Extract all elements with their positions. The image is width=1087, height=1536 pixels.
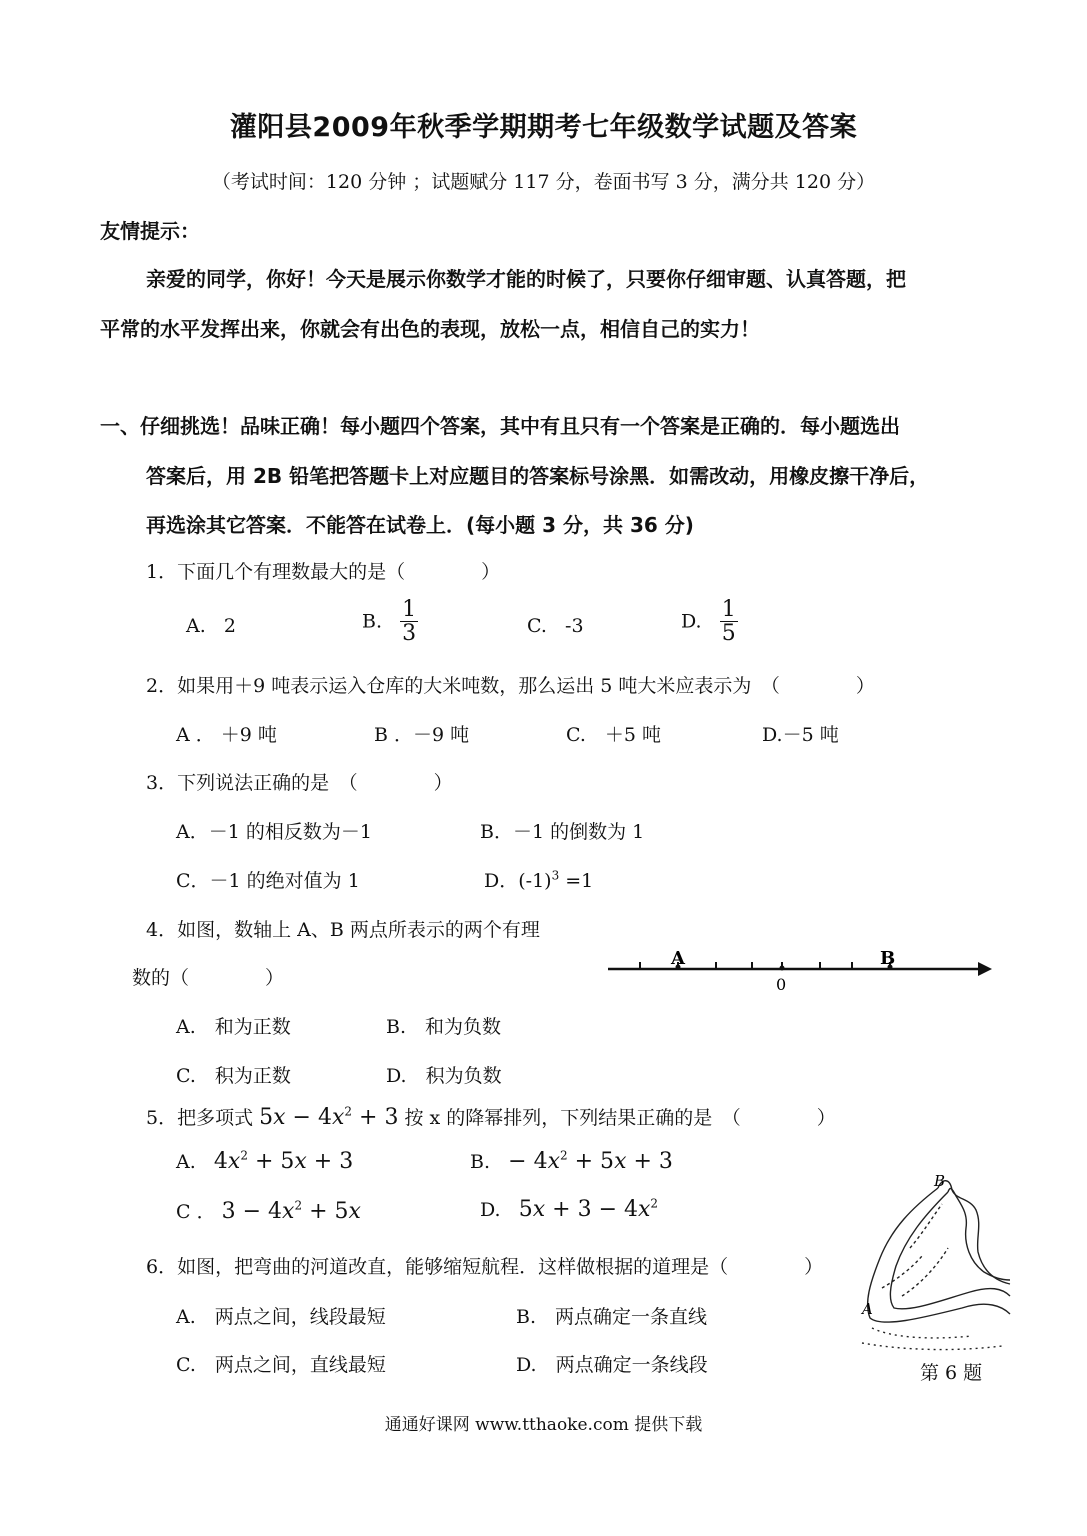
q5-option-b: B. − $4x^2 + 5x + 3$	[470, 1148, 673, 1174]
q4-option-c: C. 积为正数	[176, 1065, 291, 1087]
q5-option-a: A. $4x^2 + 5x + 3$	[176, 1148, 354, 1174]
question-6-stem: 6．如图，把弯曲的河道改直，能够缩短航程．这样做根据的道理是（ ）	[146, 1256, 824, 1278]
q5-option-c: C ． $3 - 4x^2 + 5x$	[176, 1198, 361, 1224]
q4-option-a: A. 和为正数	[176, 1016, 291, 1038]
q1-option-a: A. 2	[186, 615, 236, 637]
section-1-line-2: 答案后，用 2B 铅笔把答题卡上对应题目的答案标号涂黑．如需改动，用橡皮擦干净后，	[146, 464, 930, 488]
tips-line-1: 亲爱的同学，你好！今天是展示你数学才能的时候了，只要你仔细审题、认真答题，把	[146, 267, 906, 291]
question-2-stem: 2．如果用＋9 吨表示运入仓库的大米吨数，那么运出 5 吨大米应表示为 （ ）	[146, 675, 875, 697]
river-label-b: B	[934, 1172, 946, 1190]
question-1-stem: 1．下面几个有理数最大的是（ ）	[146, 561, 501, 583]
question-3-stem: 3．下列说法正确的是 （ ）	[146, 772, 453, 794]
q5-option-d: D. $5x + 3 - 4x^2$	[480, 1196, 659, 1222]
section-1-line-1: 一、仔细挑选！品味正确！每小题四个答案，其中有且只有一个答案是正确的．每小题选出	[100, 414, 900, 438]
q2-option-a: A ． ＋9 吨	[176, 724, 277, 746]
q2-option-c: C. ＋5 吨	[566, 724, 662, 746]
tips-heading: 友情提示：	[100, 219, 200, 243]
river-figure	[852, 1168, 1012, 1358]
page-footer: 通通好课网 www.tthaoke.com 提供下载	[384, 1415, 703, 1435]
q3-option-c: C．－1 的绝对值为 1	[176, 870, 360, 892]
q1-option-b: B. $\frac{1}{3}$	[362, 597, 417, 647]
polynomial-expression: $5x - 4x^2 + 3$	[259, 1104, 399, 1130]
q1-option-c: C. -3	[527, 615, 584, 637]
axis-label-b: B	[880, 948, 896, 969]
q6-option-a: A. 两点之间，线段最短	[176, 1306, 386, 1328]
q6-option-b: B. 两点确定一条直线	[516, 1306, 708, 1328]
axis-label-zero: 0	[776, 975, 787, 994]
river-label-a: A	[862, 1300, 873, 1318]
page-title: 灌阳县2009年秋季学期期考七年级数学试题及答案	[229, 112, 858, 143]
q3-option-b: B．－1 的倒数为 1	[480, 821, 645, 843]
question-4-stem: 4．如图，数轴上 A、B 两点所表示的两个有理	[146, 919, 540, 941]
section-1-line-3: 再选涂其它答案．不能答在试卷上．(每小题 3 分，共 36 分)	[146, 513, 694, 537]
q2-option-b: B ．－9 吨	[374, 724, 470, 746]
q3-option-a: A．－1 的相反数为－1	[176, 821, 372, 843]
tips-line-2: 平常的水平发挥出来，你就会有出色的表现，放松一点，相信自己的实力！	[100, 317, 760, 341]
axis-label-a: A	[671, 948, 685, 969]
exam-info: （考试时间：120 分钟 ；试题赋分 117 分，卷面书写 3 分，满分共 120 分）	[211, 171, 876, 193]
q4-option-b: B. 和为负数	[386, 1016, 502, 1038]
q2-option-d: D.－5 吨	[762, 724, 839, 746]
q6-option-c: C. 两点之间，直线最短	[176, 1354, 386, 1376]
q1-option-d: D. $\frac{1}{5}$	[681, 597, 736, 647]
q6-option-d: D. 两点确定一条线段	[516, 1354, 708, 1376]
question-4-stem-2: 数的（ ）	[132, 967, 285, 989]
q3-option-d: D．$(-1)^3 =1$	[484, 868, 594, 892]
q4-option-d: D. 积为负数	[386, 1065, 502, 1087]
number-line-figure	[600, 948, 1000, 998]
figure-6-caption: 第 6 题	[920, 1362, 983, 1384]
question-5-stem: 5．把多项式 $5x - 4x^2 + 3$ 按 x 的降幂排列，下列结果正确的是 （ ）	[146, 1104, 836, 1130]
